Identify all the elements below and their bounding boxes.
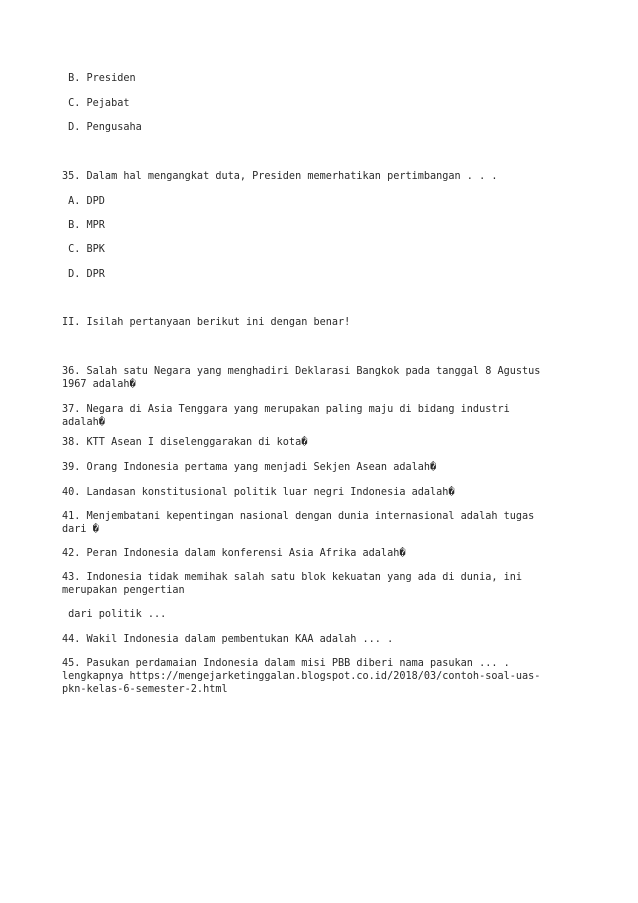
question-37-line-2: adalah� <box>62 417 105 428</box>
section-2-heading: II. Isilah pertanyaan berikut ini dengan benar! <box>62 317 351 328</box>
question-35: 35. Dalam hal mengangkat duta, Presiden memerhatikan pertimbangan . . . <box>62 171 498 182</box>
question-43-line-1: 43. Indonesia tidak memihak salah satu blok kekuatan yang ada di dunia, ini <box>62 572 523 583</box>
question-44: 44. Wakil Indonesia dalam pembentukan KAA adalah ... . <box>62 634 394 645</box>
question-39: 39. Orang Indonesia pertama yang menjadi Sekjen Asean adalah� <box>62 462 437 473</box>
question-43-line-2: merupakan pengertian <box>62 585 185 596</box>
question-41-line-2: dari � <box>62 524 99 535</box>
q35-option-c: C. BPK <box>62 244 105 255</box>
question-42: 42. Peran Indonesia dalam konferensi Asia Afrika adalah� <box>62 548 406 559</box>
option-b-presiden: B. Presiden <box>62 73 136 84</box>
question-43-line-3: dari politik ... <box>62 609 167 620</box>
question-36-line-2: 1967 adalah� <box>62 379 136 390</box>
q35-option-a: A. DPD <box>62 196 105 207</box>
question-36-line-1: 36. Salah satu Negara yang menghadiri Deklarasi Bangkok pada tanggal 8 Agustus <box>62 366 541 377</box>
source-link-line-1: lengkapnya https://mengejarketinggalan.blogspot.co.id/2018/03/contoh-soal-uas- <box>62 671 541 682</box>
question-37-line-1: 37. Negara di Asia Tenggara yang merupakan paling maju di bidang industri <box>62 404 510 415</box>
question-45: 45. Pasukan perdamaian Indonesia dalam misi PBB diberi nama pasukan ... . <box>62 658 510 669</box>
question-40: 40. Landasan konstitusional politik luar negri Indonesia adalah� <box>62 487 455 498</box>
q35-option-b: B. MPR <box>62 220 105 231</box>
question-38: 38. KTT Asean I diselenggarakan di kota� <box>62 437 308 448</box>
question-41-line-1: 41. Menjembatani kepentingan nasional dengan dunia internasional adalah tugas <box>62 511 535 522</box>
source-link-line-2: pkn-kelas-6-semester-2.html <box>62 684 228 695</box>
option-c-pejabat: C. Pejabat <box>62 98 130 109</box>
q35-option-d: D. DPR <box>62 269 105 280</box>
option-d-pengusaha: D. Pengusaha <box>62 122 142 133</box>
